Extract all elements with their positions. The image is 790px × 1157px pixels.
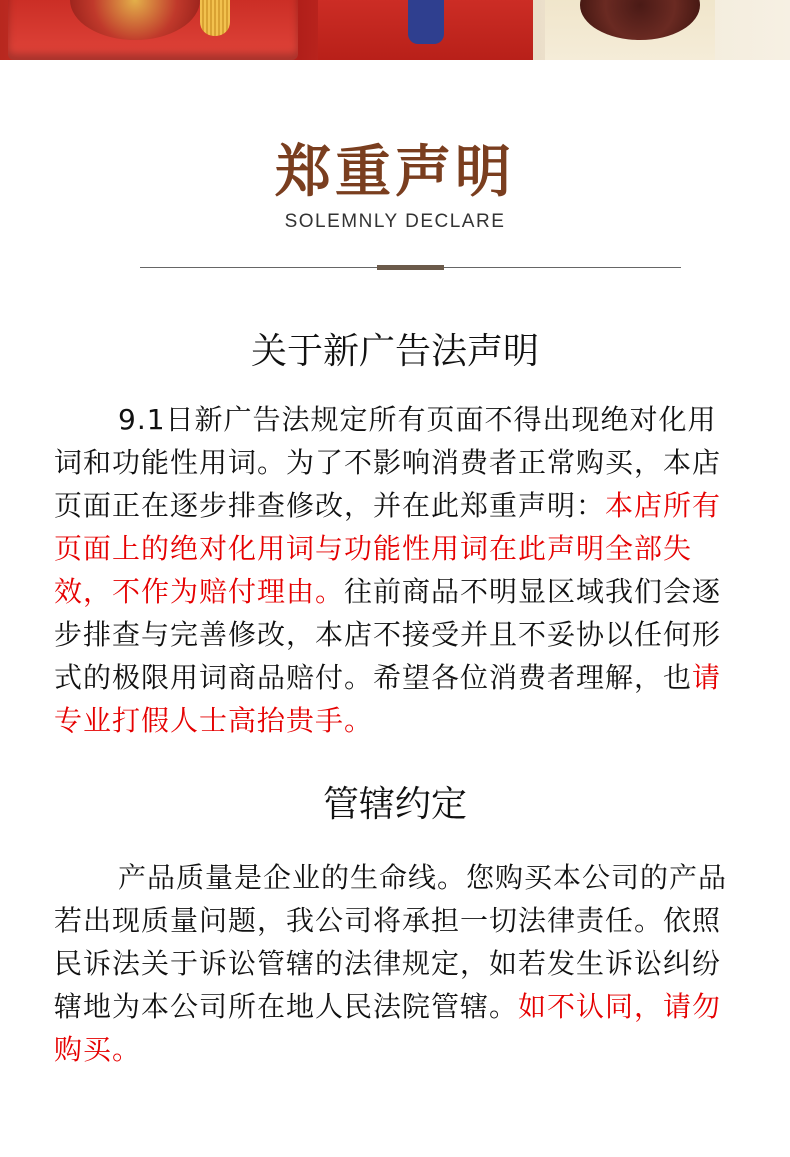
jurisdiction-warning-red: 如不认同，请勿购买。 bbox=[54, 990, 722, 1066]
product-banner-image bbox=[0, 0, 790, 60]
ad-law-notice-red: 本店所有页面上的绝对化用词与功能性用词在此声明全部失效，不作为赔付理由。 bbox=[54, 489, 722, 608]
page-subtitle: SOLEMNLY DECLARE bbox=[284, 211, 506, 232]
gold-tassel bbox=[200, 0, 230, 36]
ad-law-text-2: 往前商品不明显区域我们会逐步排查与完善修改，本店不接受并且不妥协以任何形式的极限用词商品赔付。希望各位消费者理解，也 bbox=[54, 575, 722, 694]
ad-law-request-red: 请专业打假人士高抬贵手。 bbox=[54, 661, 722, 737]
ad-law-paragraph bbox=[54, 398, 744, 742]
jurisdiction-paragraph bbox=[54, 856, 744, 1071]
product-label bbox=[408, 0, 444, 44]
divider-accent bbox=[377, 265, 444, 270]
jurisdiction-text: 产品质量是企业的生命线。您购买本公司的产品若出现质量问题，我公司将承担一切法律责任。依照民诉法关于诉讼管辖的法律规定，如若发生诉讼纠纷辖地为本公司所在地人民法院管辖。 bbox=[54, 861, 728, 1023]
ad-law-text-1: 9.1日新广告法规定所有页面不得出现绝对化用词和功能性用词。为了不影响消费者正常购买，本店页面正在逐步排查修改，并在此郑重声明： bbox=[54, 403, 722, 522]
ad-law-heading: 关于新广告法声明 bbox=[250, 331, 539, 372]
jurisdiction-heading: 管辖约定 bbox=[322, 784, 467, 825]
page-title: 郑重声明 bbox=[275, 140, 515, 205]
